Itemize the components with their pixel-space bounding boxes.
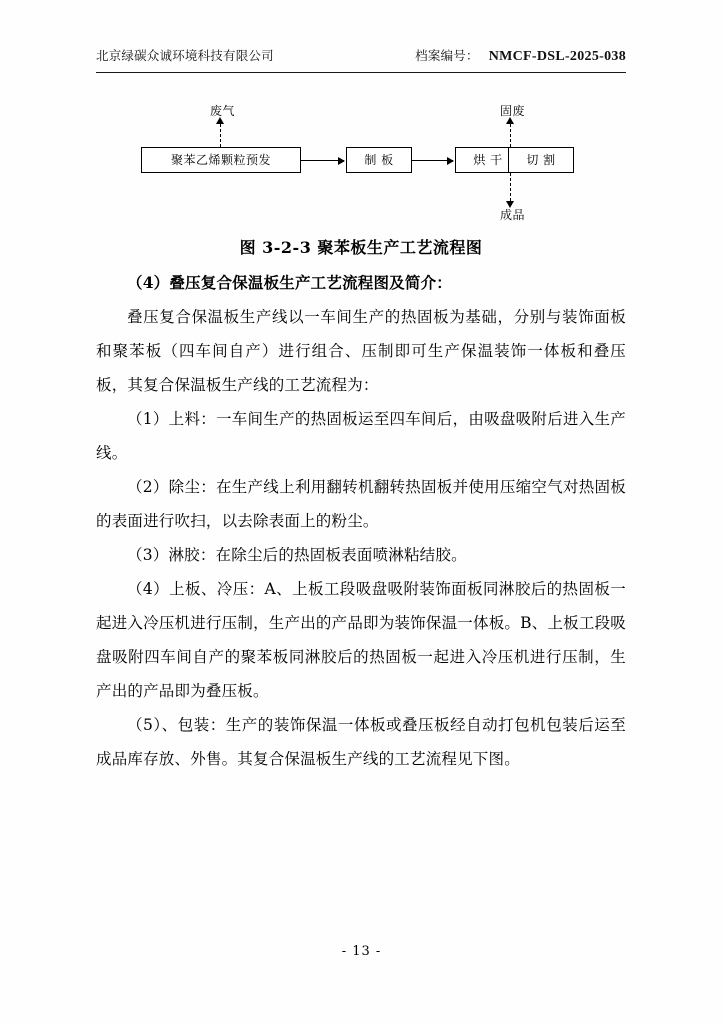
paragraph-3: （1）上料：一车间生产的热固板运至四车间后，由吸盘吸附后进入生产线。 (96, 410, 626, 462)
flow-node-4 (508, 147, 574, 173)
figure-caption: 图 3-2-3 聚苯板生产工艺流程图 (239, 238, 483, 257)
paragraph-4: （2）除尘：在生产线上利用翻转机翻转热固板并使用压缩空气对热固板的表面进行吹扫，以去除表面上的粉尘。 (96, 478, 626, 530)
page-footer: - 13 - (341, 944, 382, 959)
paragraph-5: （3）淋胶：在除尘后的热固板表面喷淋粘结胶。 (127, 546, 467, 564)
page-header (96, 46, 626, 65)
product-arrow (510, 173, 511, 201)
body-content (96, 266, 626, 776)
flow-arrow-2 (412, 160, 453, 161)
flow-arrow-1 (301, 160, 344, 161)
archive-number-group (415, 46, 626, 65)
archive-code: NMCF-DSL-2025-038 (488, 49, 626, 64)
flow-node-3-label: 烘 干 (473, 153, 503, 167)
product-label: 成品 (500, 208, 526, 222)
flow-node-2-label: 制 板 (364, 153, 394, 167)
paragraph-2: 叠压复合保温板生产线以一车间生产的热固板为基础，分别与装饰面板和聚苯板（四车间自产）进行组合、压制即可生产保温装饰一体板和叠压板，其复合保温板生产线的工艺流程为： (96, 308, 626, 394)
archive-label: 档案编号： (415, 48, 479, 63)
flow-node-4-label: 切 割 (526, 153, 556, 167)
flow-node-1-label: 聚苯乙烯颗粒预发 (170, 153, 271, 167)
flow-node-2 (346, 147, 412, 173)
paragraph-6: （4）上板、冷压：A、上板工段吸盘吸附装饰面板同淋胶后的热固板一起进入冷压机进行压制，生产出的产品即为装饰保温一体板。B、上板工段吸盘吸附四车间自产的聚苯板同淋胶后的热固板一起进入冷压机进行压制，生产出的产品即为叠压板。 (96, 580, 626, 700)
emission-label: 废气 (210, 104, 236, 118)
company-name: 北京绿碳众诚环境科技有限公司 (96, 48, 274, 63)
solid-waste-label: 固废 (500, 104, 526, 118)
paragraph-1: （4）叠压复合保温板生产工艺流程图及简介： (127, 273, 452, 292)
header-divider (96, 72, 626, 73)
paragraph-7: （5）、包装：生产的装饰保温一体板或叠压板经自动打包机包装后运至成品库存放、外售。其复合保温板生产线的工艺流程见下图。 (96, 716, 626, 768)
process-flow-diagram (96, 92, 626, 232)
flow-node-1 (141, 147, 301, 173)
